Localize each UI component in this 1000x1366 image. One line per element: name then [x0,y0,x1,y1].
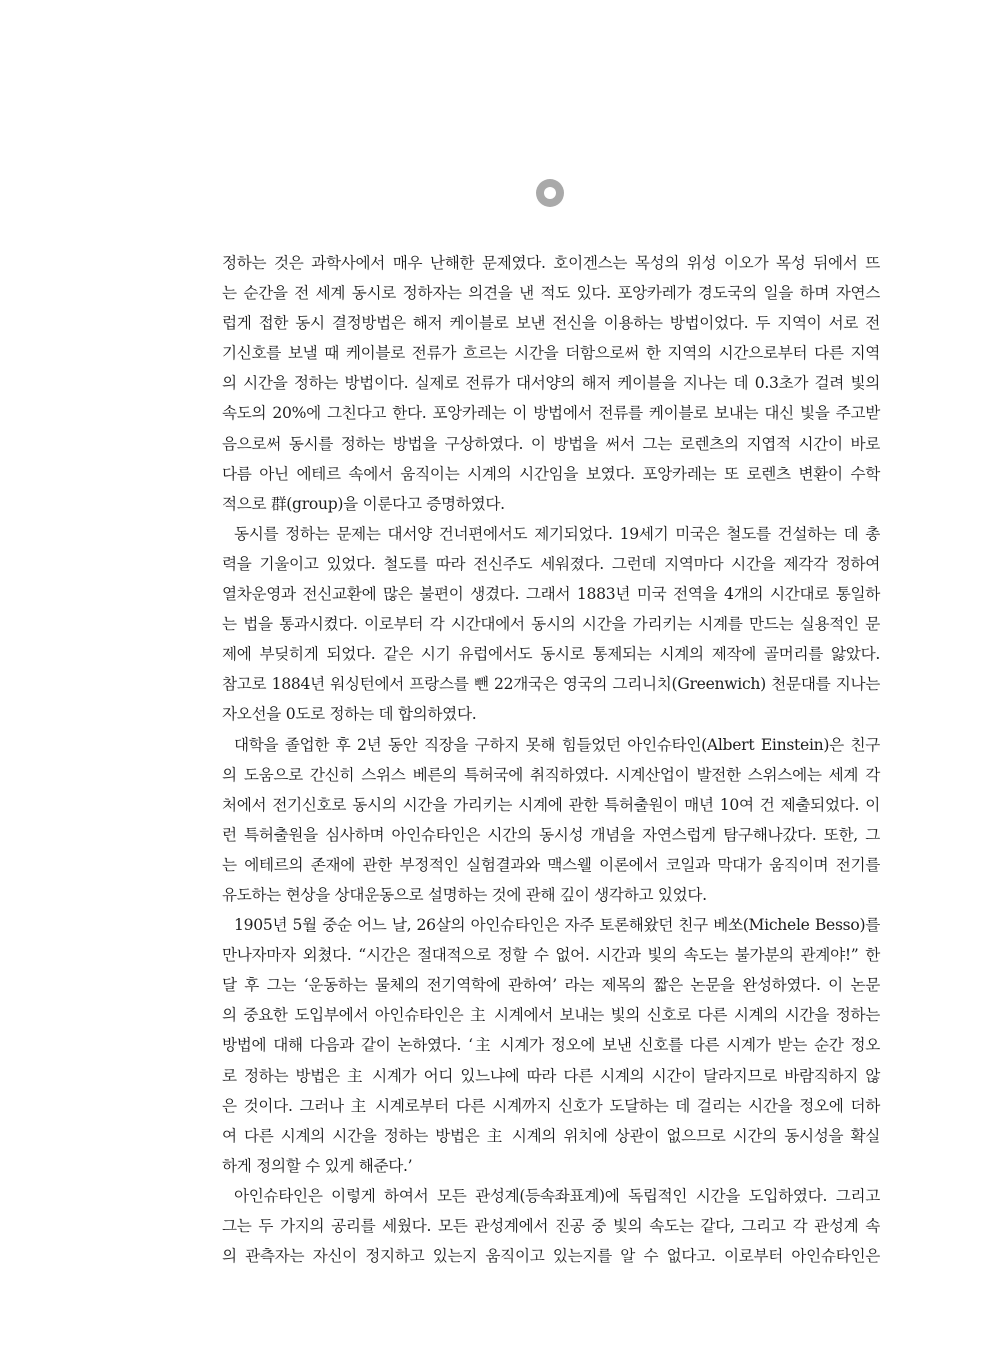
page-body-text [222,248,880,1271]
paragraph [222,248,880,519]
paragraph [222,519,880,730]
text-line: 열차운영과 전신교환에 많은 불편이 생겼다. 그래서 1883년 미국 전역을 4개의 시간대로 통일하 [222,585,880,604]
text-line: 런 특허출원을 심사하며 아인슈타인은 시간의 동시성 개념을 자연스럽게 탐구해나갔다. 또한, 그 [222,825,880,844]
text-line: 만나자마자 외쳤다. “시간은 절대적으로 정할 수 없어. 시간과 빛의 속도는 불가분의 관계야!” 한 [222,946,880,965]
text-line: 는 순간을 전 세계 동시로 정하자는 의견을 낸 적도 있다. 포앙카레가 경도국의 일을 하며 자연스 [222,284,880,303]
text-line: 동시를 정하는 문제는 대서양 건너편에서도 제기되었다. 19세기 미국은 철도를 건설하는 데 총 [234,524,880,543]
text-line: 자오선을 0도로 정하는 데 합의하였다. [222,705,477,724]
text-line: 1905년 5월 중순 어느 날, 26살의 아인슈타인은 자주 토론해왔던 친구 베쏘(Michele Besso)를 [234,916,880,935]
text-line: 음으로써 동시를 정하는 방법을 구상하였다. 이 방법을 써서 그는 로렌츠의 지엽적 시간이 바로 [222,434,880,453]
text-line: 는 에테르의 존재에 관한 부정적인 실험결과와 맥스웰 이론에서 코일과 막대가 움직이며 전기를 [222,855,880,874]
text-line: 기신호를 보낼 때 케이블로 전류가 흐르는 시간을 더함으로써 한 지역의 시간으로부터 다른 지역 [222,344,880,363]
text-line: 그는 두 가지의 공리를 세웠다. 모든 관성계에서 진공 중 빛의 속도는 같다, 그리고 각 관성계 속 [222,1217,880,1235]
paragraph [222,910,880,1181]
ring-ornament-icon [536,179,564,207]
text-line: 다름 아닌 에테르 속에서 움직이는 시계의 시간임을 보였다. 포앙카레는 또 로렌츠 변환이 수학 [222,464,880,483]
text-line: 의 도움으로 간신히 스위스 베른의 특허국에 취직하였다. 시계산업이 발전한 스위스에는 세계 각 [222,765,880,784]
text-line: 유도하는 현상을 상대운동으로 설명하는 것에 관해 깊이 생각하고 있었다. [222,885,707,904]
text-line: 달 후 그는 ‘운동하는 물체의 전기역학에 관하여’ 라는 제목의 짧은 논문을 완성하였다. 이 논문 [222,976,880,995]
text-line: 의 관측자는 자신이 정지하고 있는지 움직이고 있는지를 알 수 없다고. 이로부터 아인슈타인은 [222,1247,880,1266]
text-line: 의 중요한 도입부에서 아인슈타인은 主 시계에서 보내는 빛의 신호로 다른 시계의 시간을 정하는 [222,1006,880,1025]
text-line: 여 다른 시계의 시간을 정하는 방법은 主 시계의 위치에 상관이 없으므로 시간의 동시성을 확실 [222,1126,880,1145]
text-line: 의 시간을 정하는 방법이다. 실제로 전류가 대서양의 해저 케이블을 지나는 데 0.3초가 걸려 빛의 [222,374,880,393]
text-line: 력을 기울이고 있었다. 철도를 따라 전신주도 세워졌다. 그런데 지역마다 시간을 제각각 정하여 [222,554,880,573]
text-line: 로 정하는 방법은 主 시계가 어디 있느냐에 따라 다른 시계의 시간이 달라지므로 바람직하지 않 [222,1066,880,1085]
text-line: 아인슈타인은 이렇게 하여서 모든 관성계(등속좌표계)에 독립적인 시간을 도입하였다. 그리고 [234,1186,880,1205]
paragraph [222,730,880,911]
text-line: 정하는 것은 과학사에서 매우 난해한 문제였다. 호이겐스는 목성의 위성 이오가 목성 뒤에서 뜨 [222,254,880,272]
text-line: 럽게 접한 동시 결정방법은 해저 케이블로 보낸 전신을 이용하는 방법이었다. 두 지역이 서로 전 [222,314,880,333]
text-line: 는 법을 통과시켰다. 이로부터 각 시간대에서 동시의 시간을 가리키는 시계를 만드는 실용적인 문 [222,615,880,634]
text-line: 방법에 대해 다음과 같이 논하였다. ‘主 시계가 정오에 보낸 신호를 다른 시계가 받는 순간 정오 [222,1036,880,1055]
text-line: 적으로 群(group)을 이룬다고 증명하였다. [222,494,505,513]
text-line: 제에 부딪히게 되었다. 같은 시기 유럽에서도 동시로 통제되는 시계의 제작에 골머리를 앓았다. [222,645,880,664]
text-line: 대학을 졸업한 후 2년 동안 직장을 구하지 못해 힘들었던 아인슈타인(Albert Einstein)은 친구 [234,735,880,754]
text-line: 처에서 전기신호로 동시의 시간을 가리키는 시계에 관한 특허출원이 매년 10여 건 제출되었다. 이 [222,795,880,814]
text-line: 참고로 1884년 워싱턴에서 프랑스를 뺀 22개국은 영국의 그리니치(Greenwich) 천문대를 지나는 [222,675,880,694]
text-line: 속도의 20%에 그친다고 한다. 포앙카레는 이 방법에서 전류를 케이블로 보내는 대신 빛을 주고받 [222,404,880,423]
text-line: 하게 정의할 수 있게 해준다.’ [222,1156,413,1175]
paragraph [222,1181,880,1271]
text-line: 은 것이다. 그러나 主 시계로부터 다른 시계까지 신호가 도달하는 데 걸리는 시간을 정오에 더하 [222,1096,880,1115]
